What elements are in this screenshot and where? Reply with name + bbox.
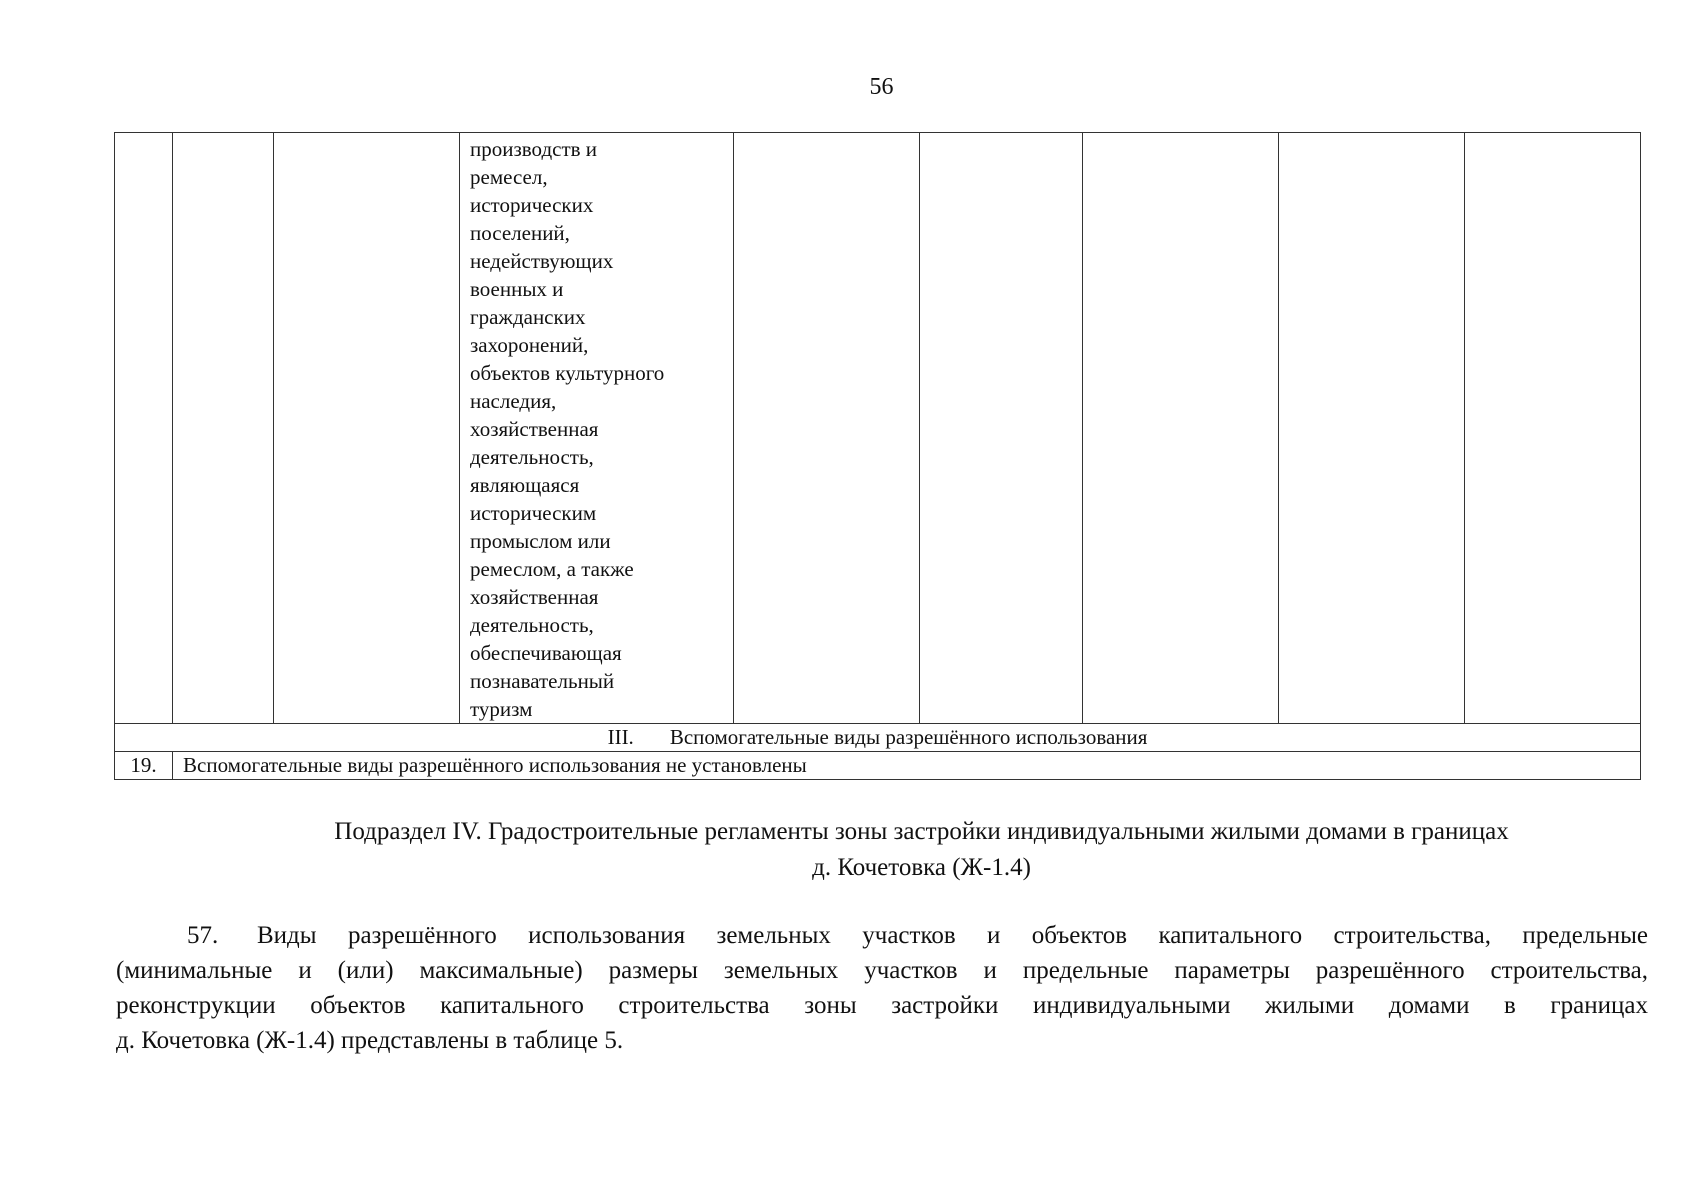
subsection-heading-line: д. Кочетовка (Ж-1.4): [812, 854, 1031, 881]
cell-text-line: производств и: [470, 137, 598, 161]
table-cell: [920, 133, 1083, 724]
cell-text-line: гражданских: [470, 305, 586, 329]
paragraph-line: (минимальные и (или) максимальные) размеры земельных участков и предельные параметры разрешённого строительства,: [116, 957, 1648, 984]
page-number: 56: [869, 74, 894, 100]
paragraph-57: [116, 918, 1648, 1058]
section-title: Вспомогательные виды разрешённого использования: [669, 725, 1148, 749]
cell-text-line: поселений,: [470, 221, 570, 245]
cell-text-line: недействующих: [470, 249, 614, 273]
subsection-heading: [240, 814, 1603, 886]
table-row: [115, 133, 1641, 724]
paragraph-line: [116, 918, 1648, 953]
item-text: Вспомогательные виды разрешённого использования не установлены: [173, 752, 1641, 780]
table-row: [115, 752, 1641, 780]
paragraph-number: 57.: [187, 922, 219, 949]
cell-text-line: ремесел,: [470, 165, 548, 189]
cell-text-line: наследия,: [470, 389, 557, 413]
table-cell: [1279, 133, 1465, 724]
cell-text-line: промыслом или: [470, 529, 611, 553]
cell-text-line: военных и: [470, 277, 564, 301]
cell-text-line: объектов культурного: [470, 361, 665, 385]
paragraph-line: реконструкции объектов капитального строительства зоны застройки индивидуальными жилыми домами в границах: [116, 992, 1648, 1019]
cell-text-line: историческим: [470, 501, 597, 525]
item-number: 19.: [115, 752, 173, 780]
paragraph-line: д. Кочетовка (Ж-1.4) представлены в таблице 5.: [116, 1027, 624, 1054]
cell-text-line: познавательный: [470, 669, 615, 693]
subsection-heading-line: Подраздел IV. Градостроительные регламенты зоны застройки индивидуальными жилыми домами в границах: [334, 818, 1509, 845]
table-cell-description: [460, 133, 734, 724]
cell-text-line: деятельность,: [470, 613, 594, 637]
cell-text-line: исторических: [470, 193, 594, 217]
cell-text-line: обеспечивающая: [470, 641, 622, 665]
cell-text-line: ремеслом, а также: [470, 557, 634, 581]
table-cell: [1083, 133, 1279, 724]
cell-text-line: туризм: [470, 697, 533, 721]
cell-text-line: хозяйственная: [470, 585, 599, 609]
cell-text-line: захоронений,: [470, 333, 589, 357]
table-cell: [173, 133, 274, 724]
regulations-table: [114, 132, 1641, 780]
paragraph-line-text: Виды разрешённого использования земельных участков и объектов капитального строительства, предельные: [257, 922, 1648, 949]
section-heading-cell: [115, 724, 1641, 752]
table-cell: [115, 133, 173, 724]
cell-text-line: деятельность,: [470, 445, 594, 469]
table-section-row: [115, 724, 1641, 752]
table-cell: [274, 133, 460, 724]
cell-text-line: являющаяся: [470, 473, 580, 497]
section-number: III.: [607, 725, 634, 749]
table-cell: [1465, 133, 1641, 724]
cell-text-line: хозяйственная: [470, 417, 599, 441]
table-cell: [734, 133, 920, 724]
